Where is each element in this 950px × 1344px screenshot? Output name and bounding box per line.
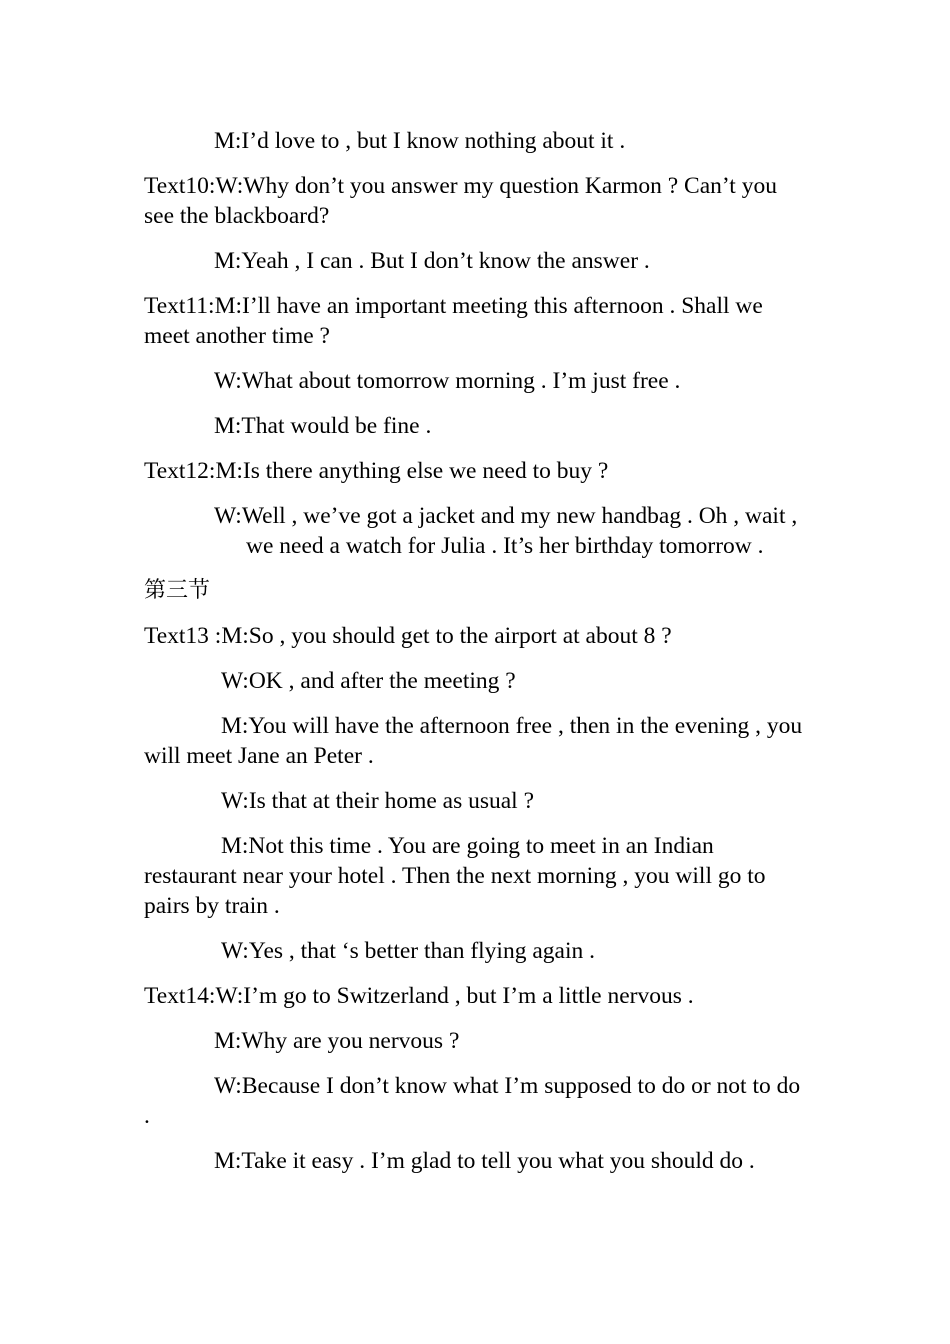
dialogue-line: W:OK , and after the meeting ?	[221, 668, 516, 694]
dialogue-line: M:Yeah , I can . But I don’t know the answer .	[214, 248, 650, 274]
dialogue-line: M:You will have the afternoon free , then in the evening , you will meet Jane an Peter .	[144, 713, 803, 769]
dialogue-line: Text12:M:Is there anything else we need to buy ?	[144, 458, 609, 484]
dialogue-line: M:That would be fine .	[214, 413, 432, 439]
dialogue-line: M:Not this time . You are going to meet in an Indian restaurant near your hotel . Then the next morning , you will go to pairs by train .	[144, 833, 766, 919]
dialogue-line: W:What about tomorrow morning . I’m just free .	[214, 368, 681, 394]
dialogue-line: M:Take it easy . I’m glad to tell you what you should do .	[214, 1148, 755, 1174]
dialogue-line: Text13 :M:So , you should get to the airport at about 8 ?	[144, 623, 672, 649]
dialogue-line: Text10:W:Why don’t you answer my question Karmon ? Can’t you see the blackboard?	[144, 173, 777, 229]
section-heading: 第三节	[144, 578, 211, 603]
dialogue-line: W:Yes , that ‘s better than flying again .	[221, 938, 595, 964]
dialogue-line: Text14:W:I’m go to Switzerland , but I’m a little nervous .	[144, 983, 694, 1009]
dialogue-line: Text11:M:I’ll have an important meeting this afternoon . Shall we meet another time ?	[144, 293, 763, 349]
dialogue-line: W:Because I don’t know what I’m supposed to do or not to do .	[144, 1073, 801, 1129]
document-body	[144, 126, 806, 1191]
dialogue-line: M:Why are you nervous ?	[214, 1028, 460, 1054]
dialogue-line: W:Is that at their home as usual ?	[221, 788, 535, 814]
dialogue-line: W:Well , we’ve got a jacket and my new handbag . Oh , wait , we need a watch for Julia . It’s her birthday tomorrow .	[214, 503, 798, 559]
dialogue-line: M:I’d love to , but I know nothing about it .	[214, 128, 626, 154]
